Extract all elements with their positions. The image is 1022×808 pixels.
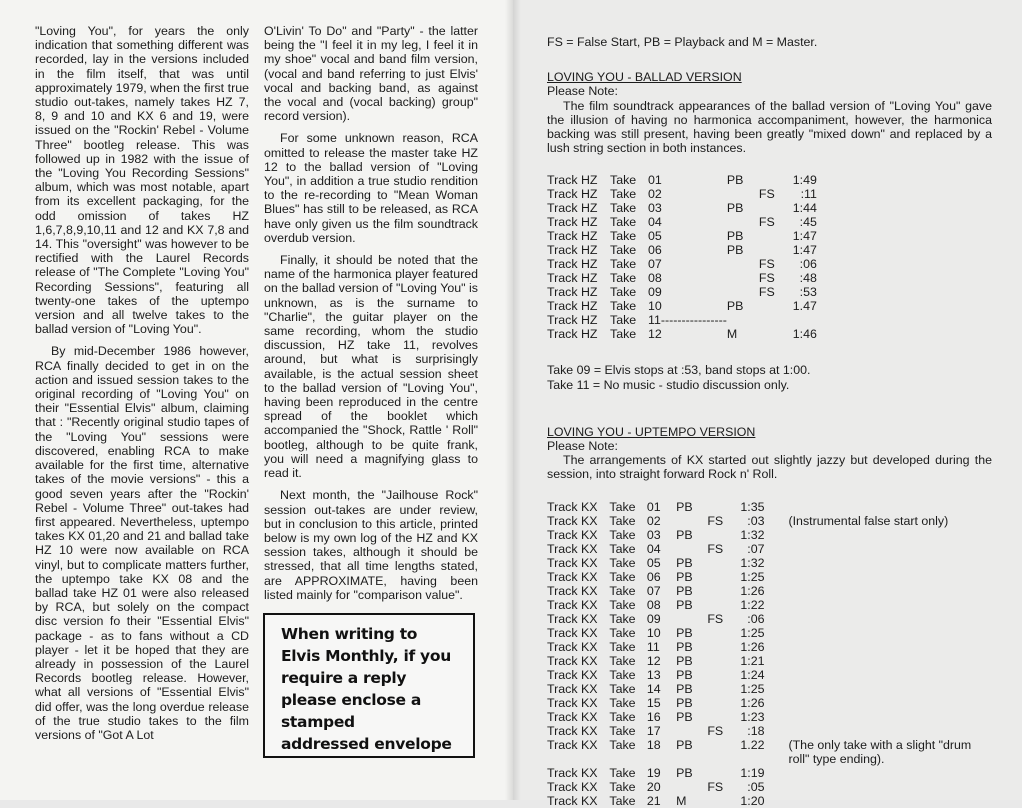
take-label: Take	[609, 667, 636, 682]
take-type-pb: PB	[676, 569, 693, 584]
take-type-pb: PB	[676, 555, 693, 570]
take-duration: 1:26	[740, 639, 765, 654]
take-row	[547, 682, 992, 696]
take-type-pb	[676, 514, 707, 528]
take-label: Take	[609, 569, 636, 584]
take-type-pb: PB	[676, 527, 693, 542]
track-code: Track KX	[547, 667, 598, 682]
take-row	[547, 640, 992, 654]
track-code: Track HZ	[547, 201, 598, 216]
reply-notice-text	[281, 623, 465, 755]
take-type-pb: PB	[676, 737, 693, 752]
take-type-fs	[707, 794, 734, 808]
take-row	[547, 285, 817, 299]
take-number: 08	[646, 597, 661, 612]
take-duration: :05	[747, 779, 765, 794]
take-label: Take	[610, 187, 637, 202]
take-type-fs	[707, 738, 734, 766]
take-row	[547, 271, 817, 285]
take-duration: 1:32	[740, 555, 765, 570]
take-type-pb	[727, 271, 759, 285]
track-code: Track HZ	[547, 257, 598, 272]
take-duration: :03	[747, 513, 765, 528]
take-duration: :11	[800, 187, 817, 202]
notice-line: stamped	[281, 713, 355, 731]
article-paragraph: "Loving You", for years the only indication that something different was recorded, lay in the versions included in the film itself, that was until approximately 1979, when the first true studio out-takes, namely takes HZ 7, 8, 9 and 10 and KX 6 and 19, were issued on the "Rockin' Rebel - Volume Three" bootleg release. This was followed up in 1982 with the issue of the "Loving You Recording Sessions" album, which was most notable, apart from its excellent packaging, for the odd omission of takes HZ 1,6,7,8,9,10,11 and 12 and KX 7,8 and 14. This "oversight" was however to be rectified with the Laurel Records release of "The Complete "Loving You" Recording Sessions", featuring all twenty-one takes of the uptempo version and all twelve takes to the ballad version of "Loving You".	[35, 24, 249, 337]
take-number: 12	[646, 653, 661, 668]
track-code: Track KX	[547, 653, 598, 668]
track-code: Track HZ	[547, 327, 598, 342]
track-code: Track HZ	[547, 173, 598, 188]
take-number: 03	[648, 201, 662, 216]
take-row	[547, 584, 992, 598]
take-type-pb: PB	[726, 299, 744, 314]
take-duration: 1.22	[740, 737, 765, 752]
take-label: Take	[610, 201, 637, 216]
take-number: 09	[646, 611, 661, 626]
take-row	[547, 257, 817, 271]
take-type-fs	[707, 598, 734, 612]
take-type-fs	[759, 299, 787, 313]
take-label: Take	[609, 709, 636, 724]
uptempo-description: The arrangements of KX started out slightly jazzy but developed during the session, into straight forward Rock n' Roll.	[547, 453, 992, 482]
take-type-fs: FS	[758, 271, 775, 286]
take-label: Take	[609, 639, 636, 654]
take-row	[547, 299, 817, 313]
take-row	[547, 500, 992, 514]
take-row	[547, 229, 817, 243]
abbreviation-legend: FS = False Start, PB = Playback and M = Master.	[547, 35, 818, 49]
take-number: 11	[646, 639, 660, 654]
take-type-fs	[759, 229, 787, 243]
track-code: Track KX	[547, 779, 598, 794]
take-row	[547, 794, 992, 808]
take-type-pb: PB	[676, 653, 693, 668]
take-number: 11----------------	[648, 313, 727, 328]
take-duration: 1:47	[792, 229, 817, 244]
track-code: Track KX	[547, 737, 598, 752]
take-remark	[764, 626, 992, 640]
take-row	[547, 612, 992, 626]
take-remark	[764, 640, 992, 654]
take-number: 09	[648, 285, 662, 300]
take-duration: :06	[747, 611, 765, 626]
take-label: Take	[609, 513, 636, 528]
take-remark	[764, 654, 992, 668]
track-code: Track KX	[547, 513, 598, 528]
take-type-pb: M	[726, 327, 738, 342]
take-duration: 1:19	[740, 765, 765, 780]
track-code: Track KX	[547, 499, 598, 514]
take-label: Take	[609, 541, 636, 556]
take-type-pb	[727, 187, 759, 201]
take-label: Take	[609, 499, 636, 514]
take-label: Take	[609, 723, 636, 738]
take-type-fs	[707, 654, 734, 668]
take-label: Take	[610, 243, 637, 258]
take-number: 05	[648, 229, 662, 244]
take-number: 10	[648, 299, 662, 314]
take-label: Take	[609, 583, 636, 598]
session-log	[547, 35, 992, 808]
take-row	[547, 766, 992, 780]
take-remark	[764, 668, 992, 682]
take-type-fs	[759, 313, 787, 327]
take-label: Take	[609, 625, 636, 640]
take-label: Take	[610, 229, 637, 244]
take-type-fs: FS	[758, 285, 775, 300]
take-row	[547, 313, 817, 327]
take-type-fs	[759, 243, 787, 257]
track-code: Track KX	[547, 597, 598, 612]
track-code: Track KX	[547, 639, 598, 654]
take-number: 05	[646, 555, 661, 570]
take-type-fs	[759, 201, 787, 215]
take-remark	[764, 584, 992, 598]
track-code: Track HZ	[547, 229, 598, 244]
notice-line: require a reply	[281, 669, 407, 687]
take-type-fs	[707, 528, 734, 542]
take-remark	[764, 556, 992, 570]
track-code: Track KX	[547, 723, 598, 738]
take-type-fs	[707, 570, 734, 584]
take-type-pb: PB	[676, 681, 693, 696]
uptempo-section	[547, 425, 992, 808]
take-label: Take	[609, 653, 636, 668]
take-row	[547, 654, 992, 668]
take-remark	[764, 780, 992, 794]
take-number: 21	[646, 793, 661, 808]
take-duration: :07	[747, 541, 765, 556]
take-number: 20	[646, 779, 661, 794]
take-type-pb: PB	[676, 625, 693, 640]
take-label: Take	[609, 695, 636, 710]
take-number: 06	[648, 243, 662, 258]
take-label: Take	[610, 285, 637, 300]
take-row	[547, 626, 992, 640]
take-type-pb: PB	[676, 639, 693, 654]
take-label: Take	[610, 313, 637, 328]
take-type-pb	[727, 215, 759, 229]
uptempo-takes-table	[547, 500, 992, 808]
take-row	[547, 514, 992, 528]
take-label: Take	[610, 299, 637, 314]
take-duration: 1:22	[740, 597, 765, 612]
take-number: 16	[646, 709, 661, 724]
take-type-fs	[707, 696, 734, 710]
take-duration: 1:44	[792, 201, 817, 216]
article-column-2	[264, 24, 478, 602]
please-note-label: Please Note:	[547, 439, 618, 454]
take-row	[547, 738, 992, 766]
take-duration: 1:35	[740, 499, 765, 514]
article-paragraph: For some unknown reason, RCA omitted to release the master take HZ 12 to the ballad version of "Loving You", in addition a true studio rendition to the re-recording to "Mean Woman Blues" has still to be released, as RCA have only given us the film soundtrack overdub version.	[264, 131, 478, 245]
take-label: Take	[610, 327, 637, 342]
take-remark	[764, 724, 992, 738]
take-duration: :45	[799, 215, 817, 230]
track-code: Track KX	[547, 793, 598, 808]
take-type-fs	[759, 327, 787, 341]
take-type-pb: PB	[726, 229, 744, 244]
take-type-pb: PB	[676, 583, 693, 598]
take-duration	[787, 313, 817, 327]
take-type-fs	[707, 626, 734, 640]
take-row	[547, 327, 817, 341]
take-type-fs	[707, 710, 734, 724]
track-code: Track HZ	[547, 299, 598, 314]
take-number: 02	[646, 513, 661, 528]
take-number: 19	[646, 765, 661, 780]
page-gutter	[505, 0, 521, 800]
track-code: Track KX	[547, 527, 598, 542]
take-number: 04	[646, 541, 661, 556]
take-remark: (Instrumental false start only)	[788, 513, 949, 528]
take-number: 14	[646, 681, 661, 696]
take-type-fs: FS	[758, 215, 775, 230]
take-type-fs	[707, 766, 734, 780]
ballad-section-title: LOVING YOU - BALLAD VERSION	[547, 70, 742, 85]
take-row	[547, 780, 992, 794]
take-note: Take 11 = No music - studio discussion only.	[547, 377, 790, 392]
take-duration: :48	[799, 271, 817, 286]
take-number: 12	[648, 327, 662, 342]
take-row	[547, 570, 992, 584]
track-code: Track KX	[547, 681, 598, 696]
take-duration: 1:20	[740, 793, 765, 808]
take-label: Take	[609, 681, 636, 696]
take-duration: 1:46	[792, 327, 817, 342]
track-code: Track KX	[547, 765, 598, 780]
take-duration: 1:25	[740, 569, 765, 584]
take-type-fs	[707, 500, 734, 514]
article-column-1	[35, 24, 249, 742]
take-number: 10	[646, 625, 661, 640]
take-remark	[764, 682, 992, 696]
take-type-fs	[707, 668, 734, 682]
take-number: 08	[648, 271, 662, 286]
take-type-pb: PB	[726, 173, 744, 188]
take-row	[547, 724, 992, 738]
take-type-fs: FS	[707, 723, 724, 738]
take-type-fs	[707, 556, 734, 570]
take-row	[547, 696, 992, 710]
take-type-pb	[676, 780, 707, 794]
take-number: 06	[646, 569, 661, 584]
track-code: Track KX	[547, 541, 598, 556]
take-type-pb: PB	[726, 201, 744, 216]
take-type-pb: PB	[676, 765, 693, 780]
notice-line: addressed envelope	[281, 735, 452, 753]
take-type-fs	[759, 173, 787, 187]
take-row	[547, 710, 992, 724]
take-type-pb: PB	[676, 499, 693, 514]
reply-notice-box	[263, 613, 475, 758]
take-type-pb: PB	[676, 709, 693, 724]
track-code: Track HZ	[547, 285, 598, 300]
track-code: Track KX	[547, 695, 598, 710]
take-remark	[764, 794, 992, 808]
track-code: Track HZ	[547, 187, 598, 202]
take-number: 01	[646, 499, 661, 514]
take-row	[547, 556, 992, 570]
take-row	[547, 542, 992, 556]
uptempo-section-title: LOVING YOU - UPTEMPO VERSION	[547, 424, 756, 439]
take-type-fs	[707, 682, 734, 696]
take-remark	[764, 766, 992, 780]
take-duration: 1:25	[740, 625, 765, 640]
take-remark	[764, 598, 992, 612]
take-type-pb: PB	[726, 243, 744, 258]
notice-line: Elvis Monthly, if you	[281, 647, 451, 665]
take-duration: :18	[747, 723, 765, 738]
take-duration: 1:26	[740, 695, 765, 710]
left-page	[0, 0, 513, 800]
take-type-pb: PB	[676, 695, 693, 710]
take-label: Take	[609, 597, 636, 612]
track-code: Track KX	[547, 569, 598, 584]
please-note-label: Please Note:	[547, 84, 618, 99]
take-label: Take	[610, 257, 637, 272]
take-duration: :53	[799, 285, 817, 300]
ballad-takes-table	[547, 173, 817, 341]
take-type-fs: FS	[758, 187, 775, 202]
take-type-pb	[676, 612, 707, 626]
take-duration: 1:21	[740, 653, 765, 668]
take-label: Take	[609, 527, 636, 542]
take-row	[547, 598, 992, 612]
ballad-notes	[547, 363, 992, 391]
article-paragraph: By mid-December 1986 however, RCA finally decided to get in on the action and issued session takes to the original recording of "Loving You" on their "Essential Elvis" album, claiming that : "Recently original studio tapes of the "Loving You" sessions were discovered, enabling RCA to make available for the first time, alternative takes of the movie versions" - this a good seven years after the "Rockin' Rebel - Volume Three" out-takes had first appeared. Nevertheless, uptempo takes KX 01,20 and 21 and ballad take HZ 10 were now available on RCA vinyl, but to complicate matters further, the uptempo take KX 08 and the ballad take HZ 01 were also released by RCA, but solely on the compact disc version fo their "Essential Elvis" package - as to fans without a CD player - let it be hoped that they are already in possession of the Laurel Records bootleg release. However, what all versions of "Essential Elvis" did offer, was the long overdue release of the true studio takes to the film versions of "Got A Lot	[35, 344, 249, 742]
take-type-pb: M	[676, 793, 687, 808]
take-number: 07	[648, 257, 662, 272]
take-number: 13	[646, 667, 661, 682]
take-duration: 1:26	[740, 583, 765, 598]
take-duration: :06	[799, 257, 817, 272]
take-number: 18	[646, 737, 661, 752]
take-label: Take	[609, 555, 636, 570]
take-label: Take	[609, 737, 636, 752]
track-code: Track KX	[547, 709, 598, 724]
track-code: Track KX	[547, 583, 598, 598]
take-remark	[764, 542, 992, 556]
take-type-pb	[727, 285, 759, 299]
notice-line: When writing to	[281, 625, 418, 643]
take-remark	[764, 710, 992, 724]
ballad-section	[547, 70, 992, 392]
notice-line: please enclose a	[281, 691, 422, 709]
track-code: Track HZ	[547, 313, 598, 328]
take-type-pb	[727, 313, 759, 327]
take-type-pb	[727, 257, 759, 271]
take-type-fs	[707, 584, 734, 598]
take-label: Take	[609, 611, 636, 626]
take-number: 04	[648, 215, 662, 230]
take-note: Take 09 = Elvis stops at :53, band stops at 1:00.	[547, 363, 811, 378]
take-duration: 1:47	[792, 243, 817, 258]
article-paragraph: O'Livin' To Do" and "Party" - the latter being the "I feel it in my leg, I feel it in my shoe" vocal and band film version, (vocal and band referring to just Elvis' vocal and backing band, as against the vocal and (vocal backing) group" record version).	[264, 24, 478, 124]
take-type-fs: FS	[758, 257, 775, 272]
take-remark	[764, 570, 992, 584]
take-type-fs: FS	[707, 611, 724, 626]
take-label: Take	[609, 779, 636, 794]
take-duration: 1:32	[740, 527, 765, 542]
take-type-pb	[676, 542, 707, 556]
track-code: Track KX	[547, 555, 598, 570]
track-code: Track HZ	[547, 271, 598, 286]
take-remark	[764, 696, 992, 710]
take-remark	[764, 500, 992, 514]
take-type-fs	[707, 640, 734, 654]
take-type-fs: FS	[707, 541, 724, 556]
take-label: Take	[609, 793, 636, 808]
take-number: 17	[646, 723, 661, 738]
take-row	[547, 215, 817, 229]
take-type-pb	[676, 724, 707, 738]
take-label: Take	[610, 173, 637, 188]
article-paragraph: Finally, it should be noted that the name of the harmonica player featured on the ballad version of "Loving You" is unknown, as is the surname to "Charlie", the guitar player on the same recording, whom the studio discussion, HZ take 11, revolves around, but what is surprisingly available, is the actual session sheet to the ballad version of "Loving You", having been reproduced in the centre spread of the booklet which accompanied the "Shock, Rattle ' Roll" bootleg, although to be quite frank, you will need a magnifying glass to read it.	[264, 253, 478, 481]
take-label: Take	[609, 765, 636, 780]
take-row	[547, 187, 817, 201]
track-code: Track KX	[547, 611, 598, 626]
take-number: 03	[646, 527, 661, 542]
take-number: 02	[648, 187, 662, 202]
take-duration: 1:49	[792, 173, 817, 188]
take-row	[547, 243, 817, 257]
take-row	[547, 201, 817, 215]
track-code: Track KX	[547, 625, 598, 640]
take-remark	[764, 612, 992, 626]
take-row	[547, 173, 817, 187]
take-remark	[764, 528, 992, 542]
take-type-fs: FS	[707, 513, 724, 528]
take-type-fs: FS	[707, 779, 724, 794]
track-code: Track HZ	[547, 215, 598, 230]
take-remark: (The only take with a slight "drum roll" type ending).	[788, 737, 972, 766]
take-number: 01	[648, 173, 662, 188]
take-type-pb: PB	[676, 597, 693, 612]
take-label: Take	[610, 271, 637, 286]
take-label: Take	[610, 215, 637, 230]
take-number: 07	[646, 583, 661, 598]
take-number: 15	[646, 695, 661, 710]
track-code: Track HZ	[547, 243, 598, 258]
take-duration: 1:24	[740, 667, 765, 682]
ballad-description: The film soundtrack appearances of the ballad version of "Loving You" gave the illusion of having no harmonica accompaniment, however, the harmonica backing was still present, having been greatly "mixed down" and replaced by a lush string section in both instances.	[547, 98, 992, 156]
take-duration: 1:23	[740, 709, 765, 724]
take-duration: 1:25	[740, 681, 765, 696]
take-type-pb: PB	[676, 667, 693, 682]
take-row	[547, 668, 992, 682]
take-row	[547, 528, 992, 542]
article-paragraph: Next month, the "Jailhouse Rock" session out-takes are under review, but in conclusion to this article, printed below is my own log of the HZ and KX session takes, although it should be stressed, that all time lengths stated, are APPROXIMATE, having been listed mainly for "comparison value".	[264, 488, 478, 602]
take-duration: 1.47	[792, 299, 817, 314]
